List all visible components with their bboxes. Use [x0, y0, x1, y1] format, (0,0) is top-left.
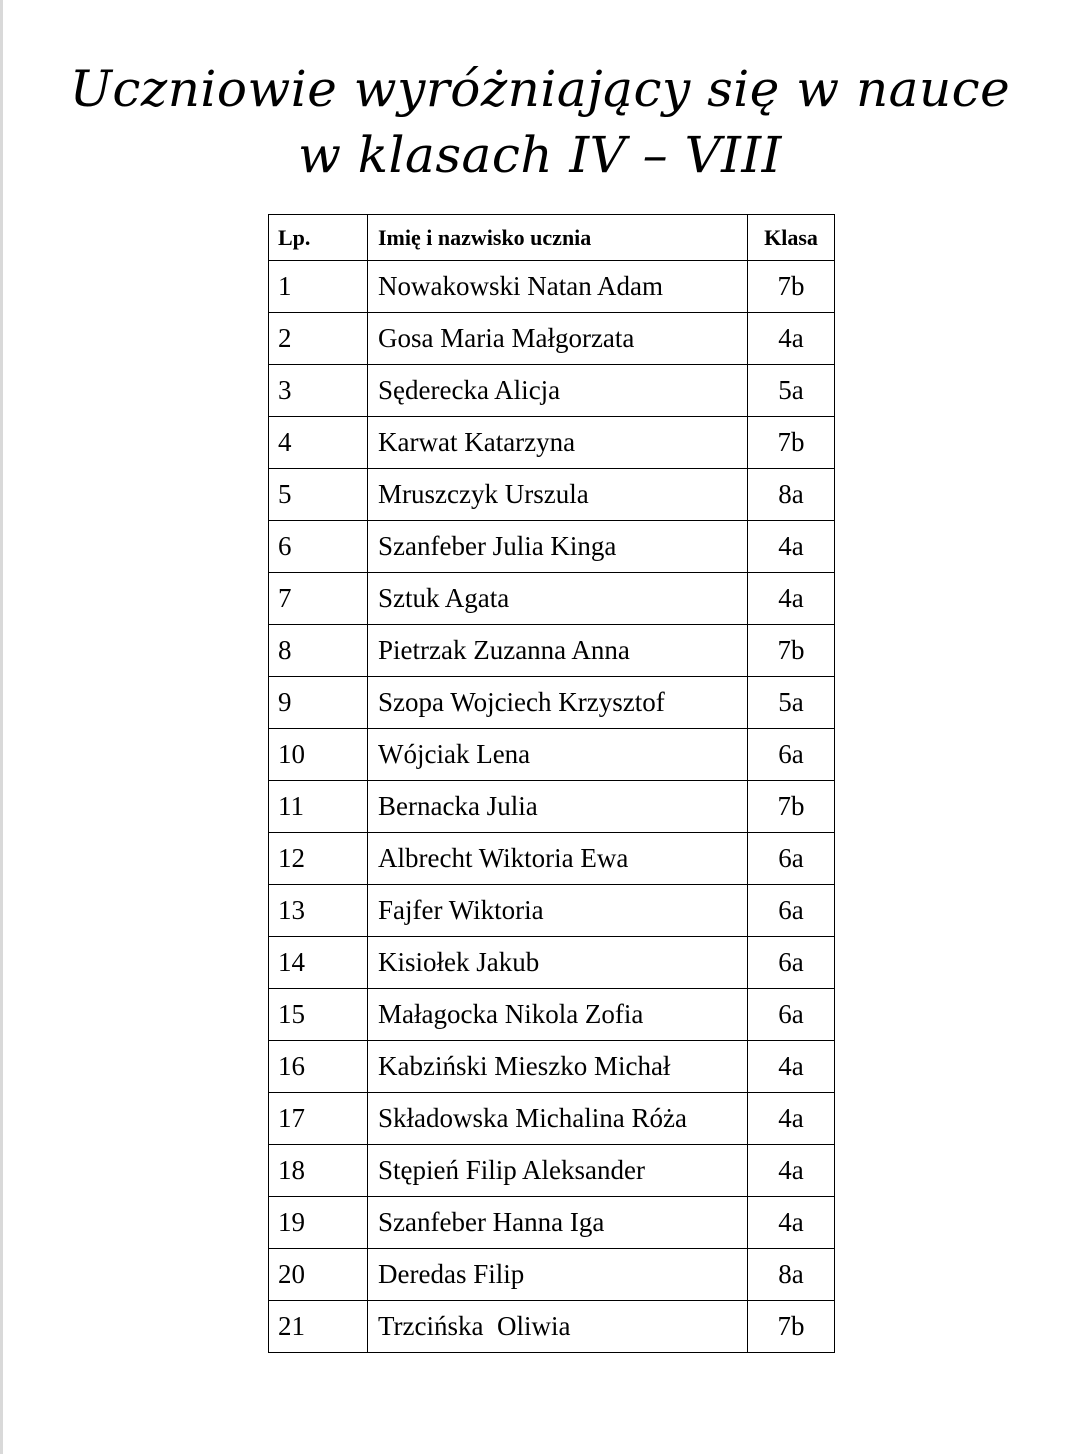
row-name: Nowakowski Natan Adam	[368, 261, 748, 313]
row-lp: 14	[269, 937, 368, 989]
row-lp: 18	[269, 1145, 368, 1197]
table-row	[269, 1197, 835, 1249]
row-lp: 17	[269, 1093, 368, 1145]
row-name: Karwat Katarzyna	[368, 417, 748, 469]
row-name: Gosa Maria Małgorzata	[368, 313, 748, 365]
row-class: 4a	[748, 521, 835, 573]
table-row	[269, 833, 835, 885]
row-name: Deredas Filip	[368, 1249, 748, 1301]
row-class: 7b	[748, 1301, 835, 1353]
table-header-row	[269, 215, 835, 261]
row-lp: 3	[269, 365, 368, 417]
row-class: 7b	[748, 781, 835, 833]
row-class: 4a	[748, 313, 835, 365]
row-name: Stępień Filip Aleksander	[368, 1145, 748, 1197]
row-lp: 16	[269, 1041, 368, 1093]
row-name: Sztuk Agata	[368, 573, 748, 625]
table-row	[269, 1145, 835, 1197]
row-class: 5a	[748, 677, 835, 729]
row-name: Kabziński Mieszko Michał	[368, 1041, 748, 1093]
row-lp: 1	[269, 261, 368, 313]
row-class: 6a	[748, 989, 835, 1041]
table-row	[269, 573, 835, 625]
row-class: 6a	[748, 937, 835, 989]
row-class: 4a	[748, 1093, 835, 1145]
row-lp: 21	[269, 1301, 368, 1353]
row-lp: 4	[269, 417, 368, 469]
header-name: Imię i nazwisko ucznia	[368, 215, 748, 261]
title-line-1: Uczniowie wyróżniający się w nauce	[69, 60, 1011, 118]
header-class: Klasa	[748, 215, 835, 261]
row-name: Mruszczyk Urszula	[368, 469, 748, 521]
row-class: 4a	[748, 573, 835, 625]
row-name: Wójciak Lena	[368, 729, 748, 781]
row-class: 4a	[748, 1041, 835, 1093]
page-edge	[0, 0, 3, 1454]
table-row	[269, 521, 835, 573]
table-row	[269, 365, 835, 417]
row-class: 5a	[748, 365, 835, 417]
table-row	[269, 781, 835, 833]
page-title	[0, 56, 1080, 188]
row-name: Bernacka Julia	[368, 781, 748, 833]
row-class: 8a	[748, 469, 835, 521]
row-lp: 10	[269, 729, 368, 781]
table-row	[269, 261, 835, 313]
row-lp: 2	[269, 313, 368, 365]
row-lp: 12	[269, 833, 368, 885]
row-name: Szopa Wojciech Krzysztof	[368, 677, 748, 729]
row-name: Małagocka Nikola Zofia	[368, 989, 748, 1041]
row-lp: 11	[269, 781, 368, 833]
table-row	[269, 677, 835, 729]
row-name: Sęderecka Alicja	[368, 365, 748, 417]
row-name: Szanfeber Hanna Iga	[368, 1197, 748, 1249]
row-name: Pietrzak Zuzanna Anna	[368, 625, 748, 677]
row-lp: 9	[269, 677, 368, 729]
row-class: 7b	[748, 625, 835, 677]
row-name: Szanfeber Julia Kinga	[368, 521, 748, 573]
row-class: 6a	[748, 729, 835, 781]
row-name: Trzcińska Oliwia	[368, 1301, 748, 1353]
row-class: 4a	[748, 1145, 835, 1197]
row-class: 8a	[748, 1249, 835, 1301]
table-row	[269, 1041, 835, 1093]
table-row	[269, 885, 835, 937]
row-class: 4a	[748, 1197, 835, 1249]
row-class: 6a	[748, 885, 835, 937]
row-lp: 15	[269, 989, 368, 1041]
table-row	[269, 937, 835, 989]
table-row	[269, 1301, 835, 1353]
table-row	[269, 417, 835, 469]
row-lp: 13	[269, 885, 368, 937]
table-row	[269, 625, 835, 677]
row-class: 6a	[748, 833, 835, 885]
table-row	[269, 1249, 835, 1301]
row-lp: 5	[269, 469, 368, 521]
row-name: Fajfer Wiktoria	[368, 885, 748, 937]
table-body	[269, 261, 835, 1353]
row-class: 7b	[748, 261, 835, 313]
table-row	[269, 1093, 835, 1145]
title-line-2: w klasach IV – VIII	[298, 126, 782, 184]
row-lp: 8	[269, 625, 368, 677]
table-row	[269, 469, 835, 521]
row-name: Albrecht Wiktoria Ewa	[368, 833, 748, 885]
row-lp: 7	[269, 573, 368, 625]
row-lp: 6	[269, 521, 368, 573]
row-name: Kisiołek Jakub	[368, 937, 748, 989]
row-lp: 19	[269, 1197, 368, 1249]
header-lp: Lp.	[269, 215, 368, 261]
table-row	[269, 313, 835, 365]
row-name: Składowska Michalina Róża	[368, 1093, 748, 1145]
students-table	[268, 214, 835, 1353]
table-row	[269, 989, 835, 1041]
row-lp: 20	[269, 1249, 368, 1301]
table-row	[269, 729, 835, 781]
row-class: 7b	[748, 417, 835, 469]
